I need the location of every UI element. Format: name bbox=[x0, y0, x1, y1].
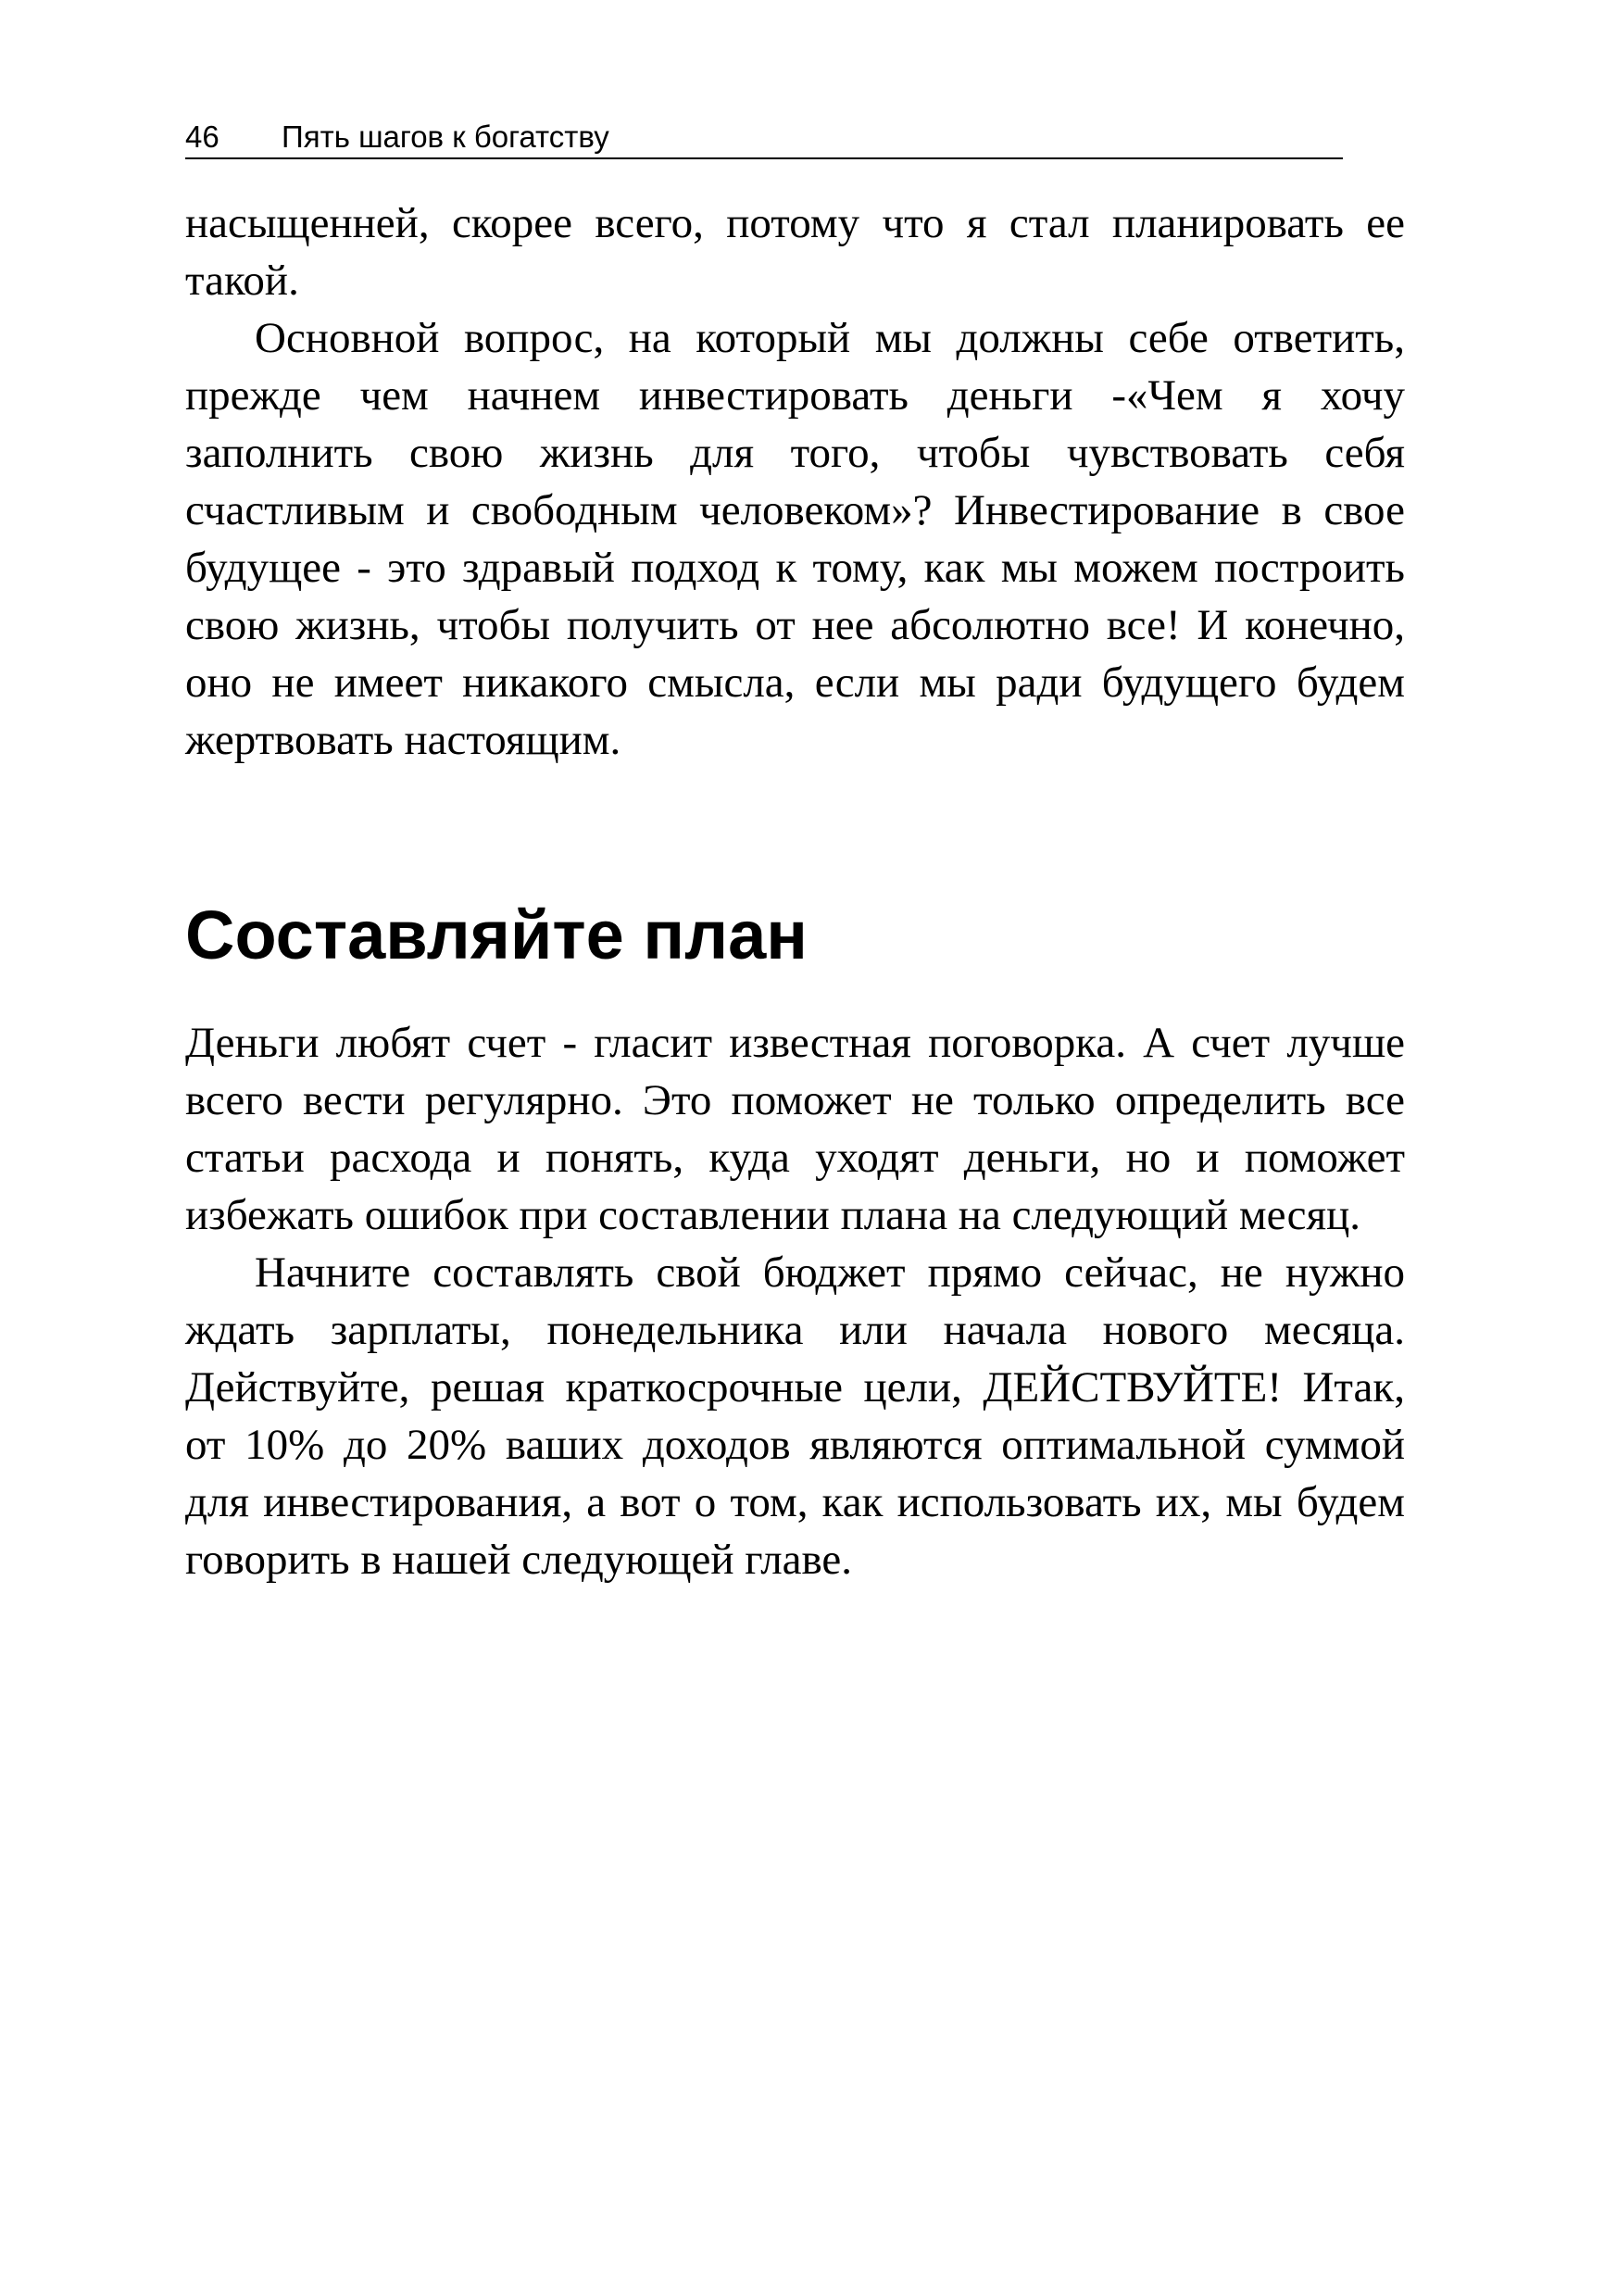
section-heading: Составляйте план bbox=[185, 897, 808, 973]
paragraph: Основной вопрос, на который мы должны себе ответить, прежде чем начнем инвестировать деньги -«Чем я хочу заполнить свою жизнь для того, чтобы чувствовать себя счастливым и свободным человеком»? Инвестирование в свое будущее - это здравый подход к тому, как мы можем построить свою жизнь, чтобы получить от нее абсолютно все! И конечно, оно не имеет никакого смысла, если мы ради будущего будем жертвовать настоящим. bbox=[185, 314, 1405, 764]
paragraph: насыщенней, скорее всего, потому что я стал планировать ее такой. bbox=[185, 199, 1405, 305]
section-2-text bbox=[185, 1014, 1405, 1588]
running-header bbox=[185, 119, 1343, 159]
page-number: 46 bbox=[185, 119, 219, 154]
running-title: Пять шагов к богатству bbox=[282, 119, 609, 154]
paragraph: Деньги любят счет - гласит известная поговорка. А счет лучше всего вести регулярно. Это поможет не только определить все статьи расхода и понять, куда уходят деньги, но и поможет избежать ошибок при составлении плана на следующий месяц. bbox=[185, 1019, 1405, 1239]
paragraph: Начните составлять свой бюджет прямо сейчас, не нужно ждать зарплаты, понедельника или начала нового месяца. Действуйте, решая краткосрочные цели, ДЕЙСТВУЙТЕ! Итак, от 10% до 20% ваших доходов являются оптимальной суммой для инвестирования, а вот о том, как использовать их, мы будем говорить в нашей следующей главе. bbox=[185, 1248, 1405, 1584]
section-1-text bbox=[185, 194, 1405, 769]
